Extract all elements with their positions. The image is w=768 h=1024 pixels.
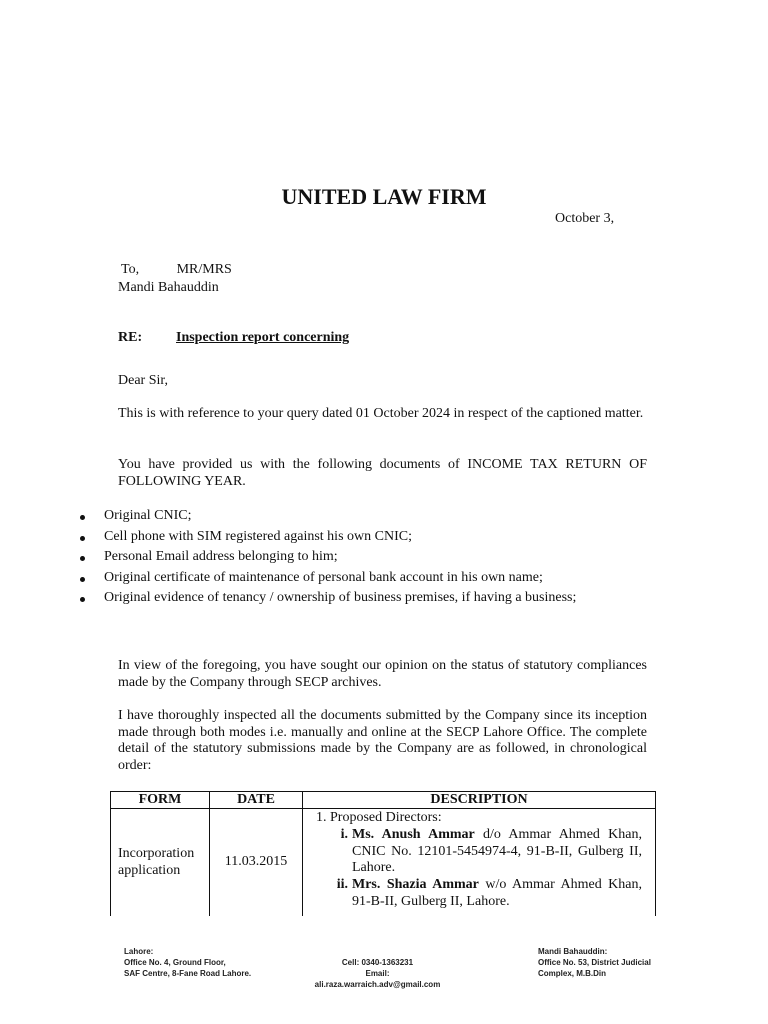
letter-date: October 3,	[555, 211, 615, 226]
footer-cell-number: Cell: 0340-1363231	[341, 958, 414, 967]
list-item: Personal Email address belonging to him;	[78, 547, 576, 568]
table-header-row	[111, 792, 656, 809]
form-cell: Incorporation application	[111, 809, 210, 917]
documents-intro-paragraph: You have provided us with the following documents of INCOME TAX RETURN OF FOLLOWING YEAR.	[118, 457, 647, 489]
column-header-description: DESCRIPTION	[303, 792, 656, 809]
recipient-city: Mandi Bahauddin	[118, 280, 219, 295]
director-numeral: ii.	[336, 877, 348, 892]
footer-mandi-heading: Mandi Bahauddin:	[538, 947, 608, 956]
reference-paragraph: This is with reference to your query dated 01 October 2024 in respect of the captioned matter.	[118, 406, 644, 421]
footer-lahore-office	[124, 946, 251, 979]
statutory-submissions-table	[110, 791, 656, 916]
inspection-paragraph: I have thoroughly inspected all the documents submitted by the Company since its inception made through both modes i.e. manually and online at the SECP Lahore Office. The complete detail of the statutory submissions made by the Company are as followed, in chronological order:	[118, 708, 647, 773]
list-item: Original evidence of tenancy / ownership of business premises, if having a business;	[78, 588, 576, 609]
addressee-line	[121, 262, 232, 278]
opinion-paragraph: In view of the foregoing, you have sought our opinion on the status of statutory compliances made by the Company through SECP archives.	[118, 658, 647, 690]
director-name: Mrs. Shazia Ammar	[352, 877, 479, 892]
footer-mandi-line: Complex, M.B.Din	[538, 969, 607, 978]
list-item: Original CNIC;	[78, 506, 576, 527]
director-entry	[336, 877, 642, 910]
description-cell	[303, 809, 656, 917]
footer-lahore-line: Office No. 4, Ground Floor,	[124, 958, 226, 967]
footer-email: Email: ali.raza.warraich.adv@gmail.com	[314, 969, 441, 989]
footer-mandi-line: Office No. 53, District Judicial	[538, 958, 651, 967]
director-name: Ms. Anush Ammar	[352, 827, 475, 842]
to-label: To,	[121, 262, 140, 277]
documents-list	[78, 506, 576, 609]
table-row	[111, 809, 656, 917]
director-details: w/o Ammar Ahmed Khan, 91-B-II, Gulberg II, Lahore.	[352, 877, 642, 909]
salutation: Dear Sir,	[118, 373, 168, 388]
column-header-date: DATE	[210, 792, 303, 809]
description-heading: 1. Proposed Directors:	[316, 810, 442, 825]
recipient-name: MR/MRS	[176, 262, 232, 277]
re-label: RE:	[118, 330, 143, 345]
firm-name: UNITED LAW FIRM	[281, 184, 487, 209]
re-subject: Inspection report concerning	[176, 330, 350, 345]
director-entry	[340, 827, 643, 877]
list-item: Original certificate of maintenance of personal bank account in his own name;	[78, 568, 576, 589]
column-header-form: FORM	[111, 792, 210, 809]
director-numeral: i.	[340, 827, 348, 842]
director-details: d/o Ammar Ahmed Khan, CNIC No. 12101-5454974-4, 91-B-II, Gulberg II, Lahore.	[352, 827, 643, 875]
footer-lahore-heading: Lahore:	[124, 947, 154, 956]
footer-lahore-line: SAF Centre, 8-Fane Road Lahore.	[124, 969, 252, 978]
footer-contact	[305, 957, 450, 990]
date-cell: 11.03.2015	[210, 809, 303, 917]
footer-mandi-office	[538, 946, 651, 979]
list-item: Cell phone with SIM registered against his own CNIC;	[78, 527, 576, 548]
